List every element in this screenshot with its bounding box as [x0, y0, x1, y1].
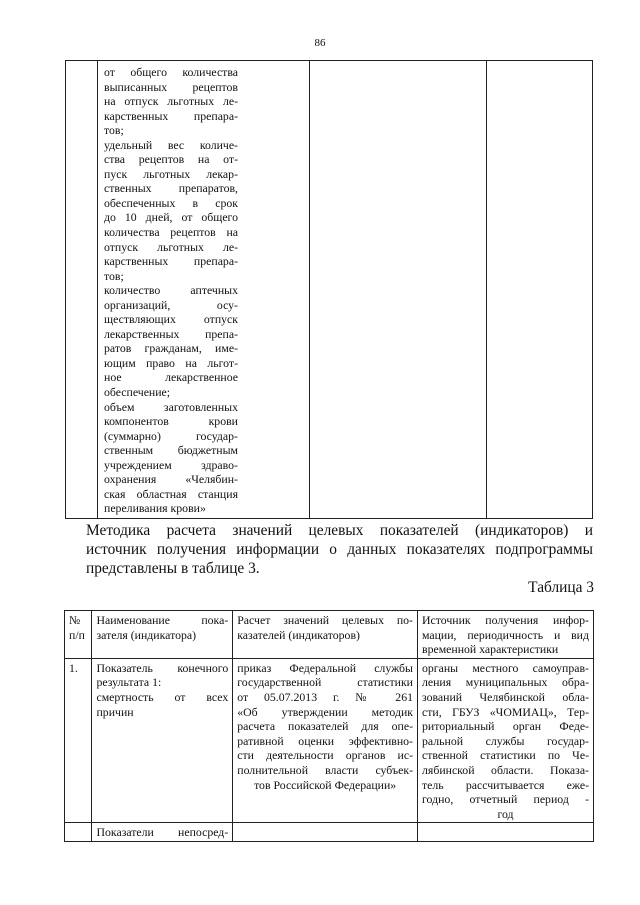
indicator-text-line: лекарственных препа-	[104, 326, 238, 341]
cell-text: органы местного самоуправ-	[422, 660, 589, 675]
indicator-text-line: ства рецептов на от-	[104, 152, 238, 167]
header-text: п/п	[69, 627, 85, 642]
header-calculation	[233, 611, 418, 659]
continuation-indicator-text	[104, 65, 238, 516]
header-text: мации, периодичность и вид	[422, 627, 589, 642]
continuation-cell-number	[65, 60, 98, 519]
table-header-row	[65, 611, 594, 659]
indicator-text-line: отпуск льготных ле-	[104, 239, 238, 254]
cell-text: год	[497, 806, 514, 821]
indicator-text-line: обеспеченных в срок	[104, 195, 238, 210]
cell-text: риториальный орган Феде-	[422, 719, 589, 734]
indicator-text-line: ществляющих отпуск	[104, 312, 238, 327]
cell-text: 1.	[69, 660, 78, 675]
continuation-cell-empty-1	[309, 60, 487, 519]
header-text: зателя (индикатора)	[96, 627, 197, 642]
table-label: Таблица 3	[528, 579, 594, 596]
table-3	[64, 610, 594, 842]
cell-text: приказ Федеральной службы	[237, 660, 413, 675]
indicator-text-line: ственных препаратов,	[104, 181, 238, 196]
indicator-text-line: от общего количества	[104, 65, 238, 79]
row-calculation	[233, 658, 418, 823]
indicator-text-line: количество аптечных	[104, 283, 238, 298]
cell-text: полнительной власти субъек-	[237, 762, 413, 777]
row-source	[418, 658, 594, 823]
indicator-text-line: на отпуск льготных ле-	[104, 94, 238, 109]
indicator-text-line: тов;	[104, 268, 124, 283]
paragraph-line: представлены в таблице 3.	[86, 560, 260, 577]
header-text: Источник получения инфор-	[422, 613, 589, 627]
indicator-text-line: (суммарно) государ-	[104, 428, 238, 443]
cell-text: смертность от всех	[96, 689, 229, 704]
cell-text: тель рассчитывается еже-	[422, 777, 589, 792]
indicator-text-line: переливания крови»	[104, 501, 206, 516]
indicator-text-line: тов;	[104, 123, 124, 138]
cell-text: зований Челябинской обла-	[422, 689, 589, 704]
indicator-text-line: карственных препара-	[104, 254, 238, 269]
cell-text: причин	[96, 704, 134, 719]
indicator-text-line: ное лекарственное	[104, 370, 238, 385]
cell-text: ления муниципальных обра-	[422, 675, 589, 690]
cell-text: ративной оценки эффективно-	[237, 733, 413, 748]
row-source	[418, 823, 594, 842]
header-text: казателей (индикаторов)	[237, 627, 360, 642]
cell-text: сти деятельности органов ис-	[237, 748, 413, 763]
indicator-text-line: компонентов крови	[104, 414, 238, 429]
methodology-paragraph	[86, 521, 593, 578]
paragraph-line: источник получения информации о данных показателях подпрограммы	[86, 541, 593, 558]
header-number	[65, 611, 92, 659]
cell-text: от 05.07.2013 г. № 261	[237, 689, 413, 704]
row-indicator-name	[92, 823, 233, 842]
paragraph-line: Методика расчета значений целевых показателей (индикаторов) и	[86, 522, 593, 539]
cell-text: ственной статистики по Че-	[422, 748, 589, 763]
indicator-text-line: ская областная станция	[104, 486, 238, 501]
row-calculation	[233, 823, 418, 842]
header-indicator-name	[92, 611, 233, 659]
indicator-text-line: ственным бюджетным	[104, 443, 238, 458]
indicator-text-line: охранения «Челябин-	[104, 472, 238, 487]
cell-text: расчета показателей для опе-	[237, 719, 413, 734]
cell-text: Показатель конечного	[96, 660, 229, 675]
indicator-text-line: обеспечение;	[104, 385, 171, 400]
header-text: Наименование пока-	[96, 613, 229, 627]
indicator-text-line: ратов гражданам, име-	[104, 341, 238, 356]
header-text: №	[69, 613, 81, 627]
cell-text: сти, ГБУЗ «ЧОМИАЦ», Тер-	[422, 704, 589, 719]
indicator-text-line: карственных препара-	[104, 108, 238, 123]
header-text: временной характеристики	[422, 642, 559, 657]
cell-text: тов Российской Федерации»	[254, 777, 397, 792]
indicator-text-line: учреждением здраво-	[104, 457, 238, 472]
cell-text: Показатели непосред-	[96, 825, 229, 840]
indicator-text-line: выписанных рецептов	[104, 79, 238, 94]
indicator-text-line: до 10 дней, от общего	[104, 210, 238, 225]
row-number	[65, 658, 92, 823]
indicator-text-line: ющим право на льгот-	[104, 355, 238, 370]
continuation-cell-empty-2	[486, 60, 593, 519]
indicator-text-line: организаций, осу-	[104, 297, 238, 312]
table-row	[65, 823, 594, 842]
cell-text: годно, отчетный период -	[422, 792, 589, 807]
page-number: 86	[314, 37, 326, 49]
indicator-text-line: удельный вес количе-	[104, 137, 238, 152]
cell-text: «Об утверждении методик	[237, 704, 413, 719]
cell-text: результата 1:	[96, 675, 162, 690]
table-row	[65, 658, 594, 823]
indicator-text-line: пуск льготных лекар-	[104, 166, 238, 181]
cell-text: лябинской области. Показа-	[422, 762, 589, 777]
header-text: Расчет значений целевых по-	[237, 613, 413, 627]
row-indicator-name	[92, 658, 233, 823]
header-source	[418, 611, 594, 659]
indicator-text-line: количества рецептов на	[104, 225, 238, 240]
cell-text: государственной статистики	[237, 675, 413, 690]
cell-text: ральной службы государ-	[422, 733, 589, 748]
indicator-text-line: объем заготовленных	[104, 399, 238, 414]
row-number	[65, 823, 92, 842]
